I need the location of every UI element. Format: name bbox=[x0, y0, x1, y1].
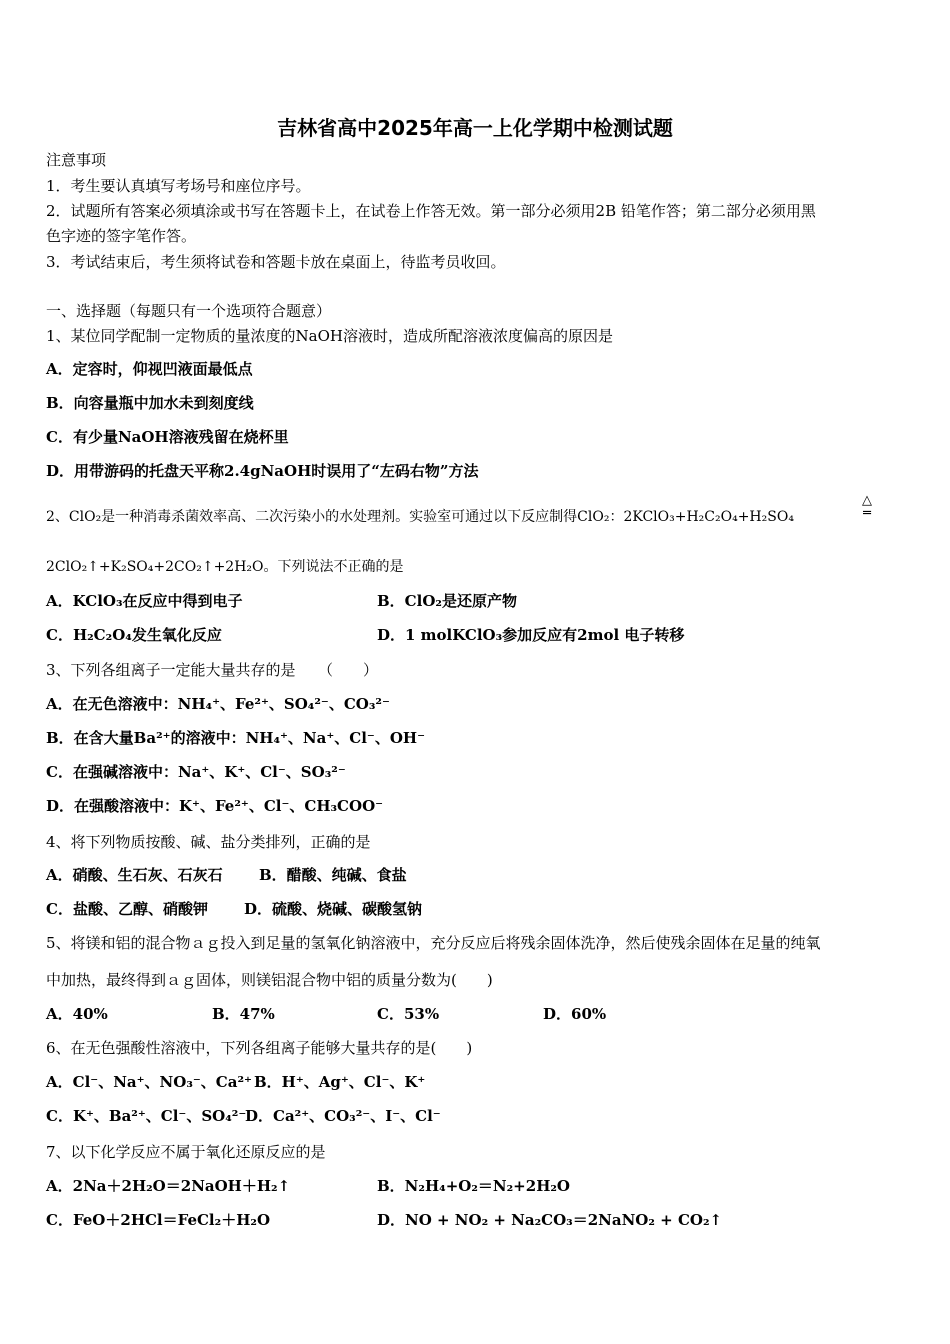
q1-option-b: B．向容量瓶中加水未到刻度线 bbox=[46, 394, 254, 412]
q2-option-a: A．KClO₃在反应中得到电子 bbox=[46, 592, 243, 610]
q3-option-c: C．在强碱溶液中：Na⁺、K⁺、Cl⁻、SO₃²⁻ bbox=[46, 763, 346, 781]
q5-option-b: B．47% bbox=[212, 1005, 275, 1023]
q4-option-d: D．硫酸、烧碱、碳酸氢钠 bbox=[244, 900, 423, 918]
q7-option-c: C．FeO＋2HCl＝FeCl₂＋H₂O bbox=[46, 1211, 271, 1229]
notice-item: 1．考生要认真填写考场号和座位序号。 bbox=[46, 177, 311, 195]
q3-option-a: A．在无色溶液中：NH₄⁺、Fe²⁺、SO₄²⁻、CO₃²⁻ bbox=[46, 695, 390, 713]
q5-option-d: D．60% bbox=[543, 1005, 607, 1023]
question-2-stem: 2、ClO₂是一种消毒杀菌效率高、二次污染小的水处理剂。实验室可通过以下反应制得ClO₂：2KClO₃+H₂C₂O₄+H₂SO₄ bbox=[46, 509, 794, 525]
q6-option-b: B．H⁺、Ag⁺、Cl⁻、K⁺ bbox=[254, 1073, 426, 1091]
notice-item: 2．试题所有答案必须填涂或书写在答题卡上，在试卷上作答无效。第一部分必须用2B 铅笔作答；第二部分必须用黑 bbox=[46, 202, 816, 220]
question-2-stem-cont: 2ClO₂↑+K₂SO₄+2CO₂↑+2H₂O。下列说法不正确的是 bbox=[46, 559, 404, 575]
question-5-stem: 5、将镁和铝的混合物ａｇ投入到足量的氢氧化钠溶液中，充分反应后将残余固体洗净，然后使残余固体在足量的纯氧 bbox=[46, 934, 821, 952]
q6-option-c: C．K⁺、Ba²⁺、Cl⁻、SO₄²⁻ bbox=[46, 1107, 247, 1125]
notice-item: 3．考试结束后，考生须将试卷和答题卡放在桌面上，待监考员收回。 bbox=[46, 253, 506, 271]
q1-option-c: C．有少量NaOH溶液残留在烧杯里 bbox=[46, 428, 289, 446]
question-1-stem: 1、某位同学配制一定物质的量浓度的NaOH溶液时，造成所配溶液浓度偏高的原因是 bbox=[46, 327, 613, 345]
q4-option-c: C．盐酸、乙醇、硝酸钾 bbox=[46, 900, 208, 918]
q2-option-c: C．H₂C₂O₄发生氧化反应 bbox=[46, 626, 222, 644]
q6-option-d: D．Ca²⁺、CO₃²⁻、I⁻、Cl⁻ bbox=[245, 1107, 441, 1125]
q7-option-a: A．2Na＋2H₂O＝2NaOH＋H₂↑ bbox=[46, 1177, 291, 1195]
q1-option-d: D．用带游码的托盘天平称2.4gNaOH时误用了“左码右物”方法 bbox=[46, 462, 479, 480]
notice-heading: 注意事项 bbox=[46, 151, 107, 169]
notice-item: 色字迹的签字笔作答。 bbox=[46, 227, 197, 245]
page-title: 吉林省高中2025年高一上化学期中检测试题 bbox=[277, 116, 673, 140]
q2-option-b: B．ClO₂是还原产物 bbox=[377, 592, 517, 610]
q2-option-d: D．1 molKClO₃参加反应有2mol 电子转移 bbox=[377, 626, 685, 644]
q3-option-b: B．在含大量Ba²⁺的溶液中：NH₄⁺、Na⁺、Cl⁻、OH⁻ bbox=[46, 729, 425, 747]
question-4-stem: 4、将下列物质按酸、碱、盐分类排列，正确的是 bbox=[46, 833, 371, 851]
q3-option-d: D．在强酸溶液中：K⁺、Fe²⁺、Cl⁻、CH₃COO⁻ bbox=[46, 797, 384, 815]
heat-equals-sign: △ ═ bbox=[862, 493, 872, 521]
q7-option-b: B．N₂H₄+O₂＝N₂+2H₂O bbox=[377, 1177, 571, 1195]
question-6-stem: 6、在无色强酸性溶液中，下列各组离子能够大量共存的是( ) bbox=[46, 1039, 473, 1057]
q5-option-c: C．53% bbox=[377, 1005, 440, 1023]
q4-option-a: A．硝酸、生石灰、石灰石 bbox=[46, 866, 223, 884]
section-heading: 一、选择题（每题只有一个选项符合题意） bbox=[46, 302, 332, 320]
q7-option-d: D．NO + NO₂ + Na₂CO₃＝2NaNO₂ + CO₂↑ bbox=[377, 1211, 723, 1229]
question-5-stem-cont: 中加热，最终得到ａｇ固体，则镁铝混合物中铝的质量分数为( ) bbox=[46, 971, 493, 989]
q6-option-a: A．Cl⁻、Na⁺、NO₃⁻、Ca²⁺ bbox=[46, 1073, 252, 1091]
q4-option-b: B．醋酸、纯碱、食盐 bbox=[259, 866, 407, 884]
question-3-stem: 3、下列各组离子一定能大量共存的是 （ ） bbox=[46, 661, 379, 679]
question-7-stem: 7、以下化学反应不属于氧化还原反应的是 bbox=[46, 1143, 326, 1161]
q5-option-a: A．40% bbox=[46, 1005, 108, 1023]
q1-option-a: A．定容时，仰视凹液面最低点 bbox=[46, 360, 253, 378]
